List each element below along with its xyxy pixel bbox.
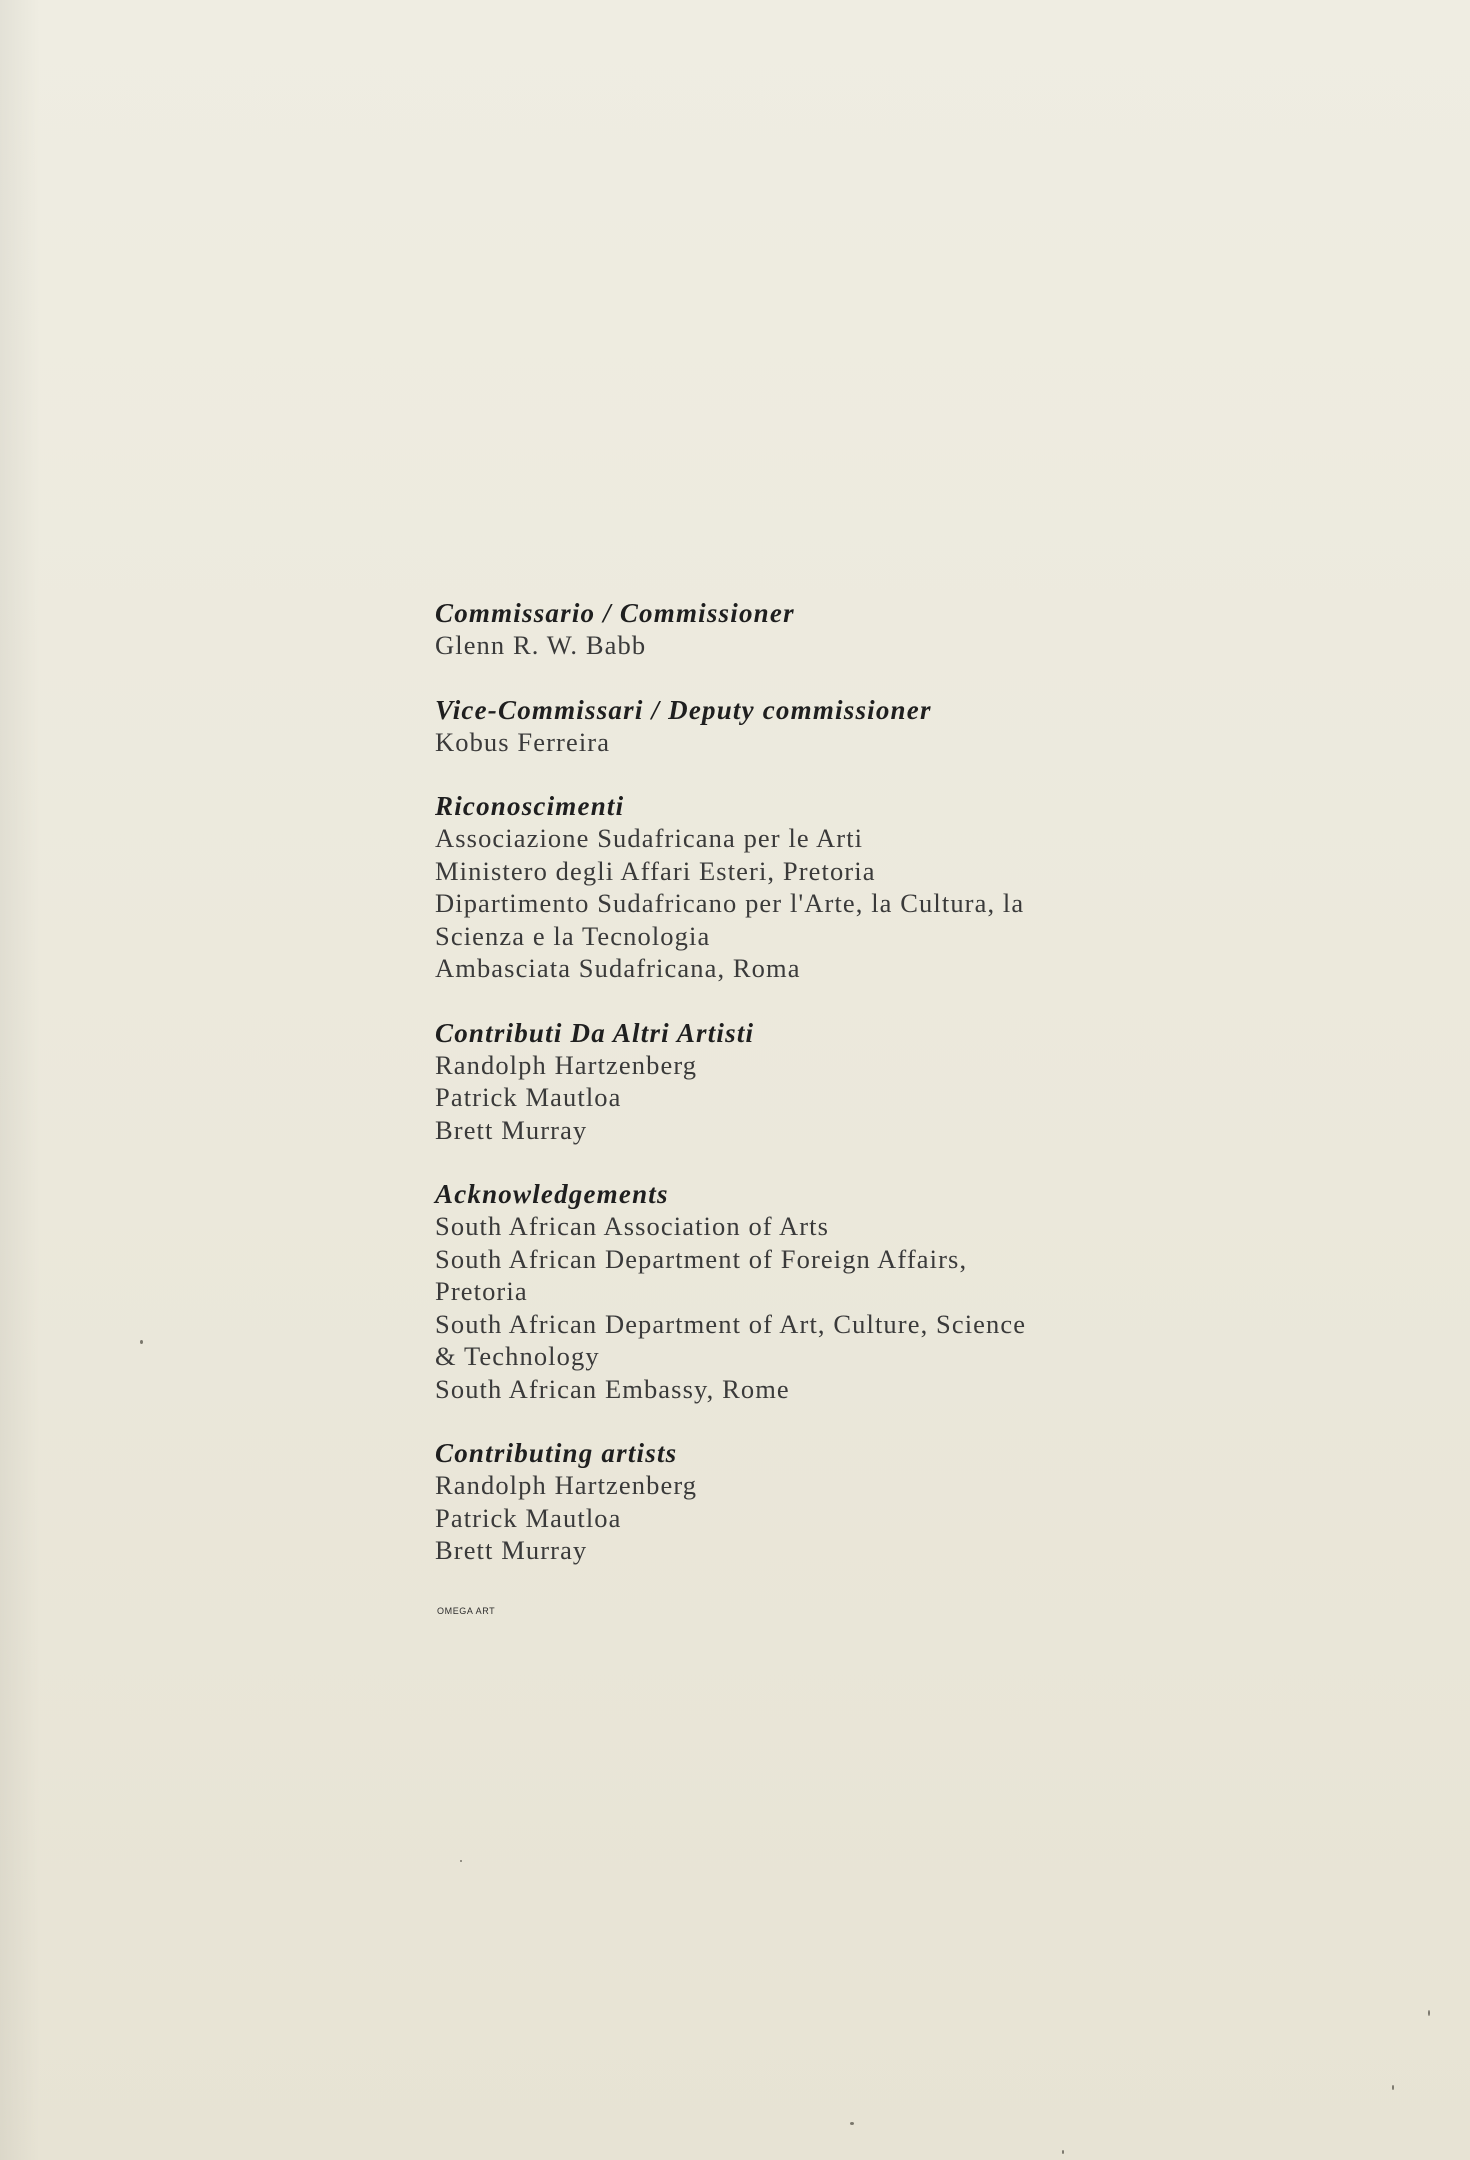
section-title: Commissario / Commissioner: [435, 598, 795, 628]
credit-line: Randolph Hartzenberg: [435, 1470, 698, 1500]
credit-line: Scienza e la Tecnologia: [435, 920, 711, 951]
credit-line: Ministero degli Affari Esteri, Pretoria: [435, 855, 876, 886]
section-commissioner: [435, 598, 1135, 662]
section-contributi-artisti: [435, 1018, 1135, 1147]
paper-speck: [1392, 2085, 1394, 2090]
credit-line: Ambasciata Sudafricana, Roma: [435, 953, 801, 983]
paper-speck: [850, 2122, 854, 2125]
credit-line: South African Department of Foreign Affairs,: [435, 1243, 968, 1274]
credit-line: Dipartimento Sudafricano per l'Arte, la Cultura, la: [435, 888, 1025, 918]
paper-speck: [140, 1340, 143, 1344]
credit-line: & Technology: [435, 1341, 600, 1371]
paper-speck: [1062, 2150, 1064, 2154]
credit-line: Patrick Mautloa: [435, 1082, 622, 1112]
section-title: Vice-Commissari / Deputy commissioner: [435, 694, 932, 725]
section-deputy-commissioner: [435, 695, 1135, 759]
publisher-imprint: OMEGA ART: [437, 1606, 496, 1616]
section-contributing-artists: [435, 1438, 1135, 1567]
section-title: Contributing artists: [435, 1438, 678, 1468]
credit-line: South African Association of Arts: [435, 1211, 830, 1241]
credit-line: Pretoria: [435, 1276, 528, 1306]
paper-speck: [1428, 2010, 1430, 2016]
section-title: Contributi Da Altri Artisti: [435, 1017, 755, 1048]
section-riconoscimenti: [435, 791, 1135, 985]
section-acknowledgements: [435, 1179, 1135, 1405]
credit-line: Brett Murray: [435, 1114, 588, 1145]
credits-block: [435, 598, 1135, 1600]
credit-line: South African Embassy, Rome: [435, 1373, 790, 1404]
section-title: Riconoscimenti: [435, 791, 625, 821]
credit-line: Associazione Sudafricana per le Arti: [435, 823, 864, 853]
credit-line: South African Department of Art, Culture, Science: [435, 1308, 1027, 1339]
section-title: Acknowledgements: [435, 1179, 669, 1209]
credit-line: Randolph Hartzenberg: [435, 1049, 698, 1080]
credit-line: Glenn R. W. Babb: [435, 630, 647, 660]
credit-line: Brett Murray: [435, 1535, 588, 1565]
paper-speck: [460, 1860, 462, 1862]
credit-line: Patrick Mautloa: [435, 1502, 622, 1533]
credit-line: Kobus Ferreira: [435, 726, 611, 757]
